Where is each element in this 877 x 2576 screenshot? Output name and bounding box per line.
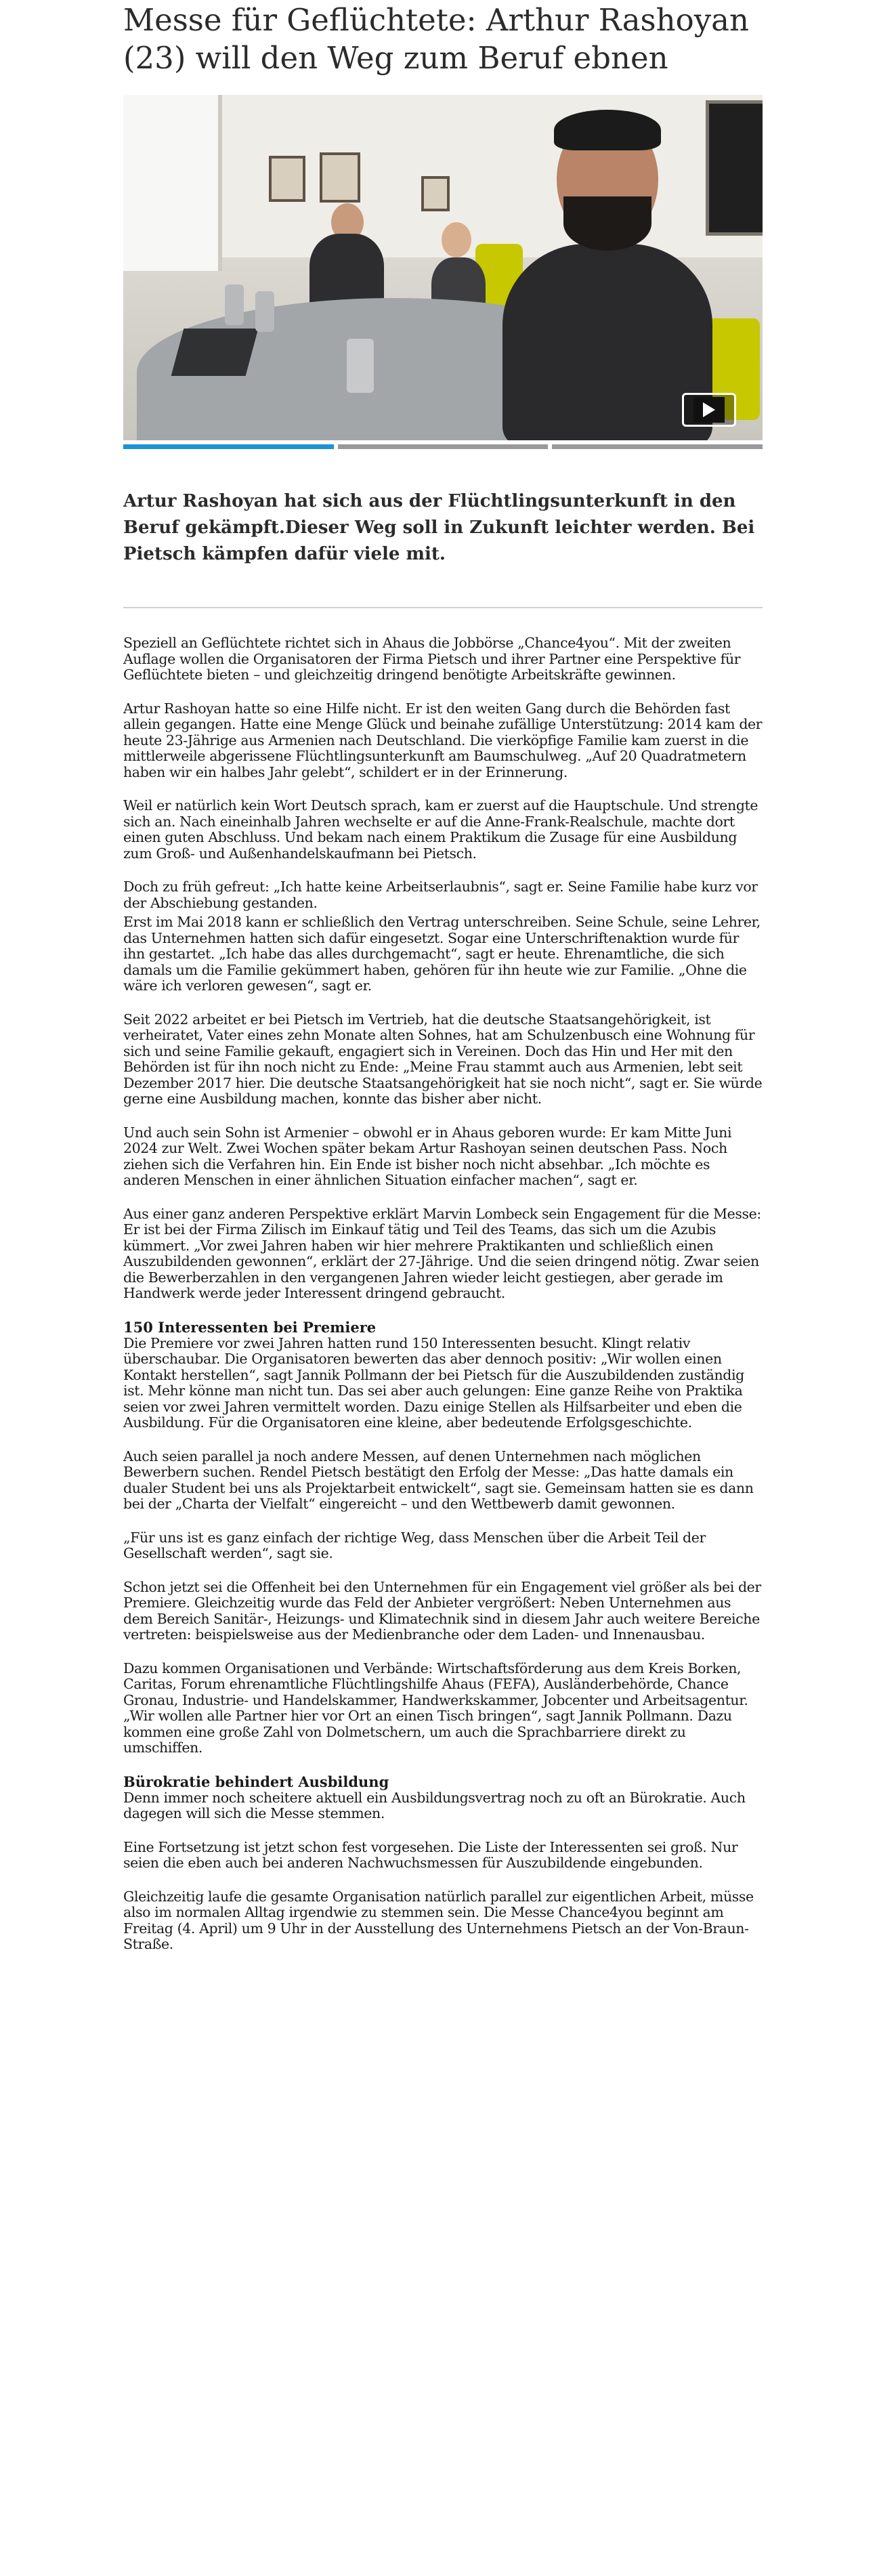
paragraph: Auch seien parallel ja noch andere Messen, auf denen Unternehmen nach möglichen Bewerbern suchen. Rendel Pietsch bestätigt den Erfolg der Messe: „Das hatte damals ein dualer Student bei uns als Projektarbeit entwickelt“, sagt sie. Gemeinsam hatten sie es dann bei der „Charta der Vielfalt“ eingereicht – und den Wettbewerb damit gewonnen.: [123, 1448, 754, 1512]
subheading: 150 Interessenten bei Premiere: [123, 1318, 377, 1336]
paragraph: Dazu kommen Organisationen und Verbände: Wirtschaftsförderung aus dem Kreis Borken, Caritas, Forum ehrenamtliche Flüchtlingshilfe Ahaus (FEFA), Ausländerbehörde, Chance Gronau, Industrie- und Handelskammer, Handwerkskammer, Jobcenter und Arbeitsagentur. „Wir wollen alle Partner hier vor Ort an einen Tisch bringen“, sagt Jannik Pollmann. Dazu kommen eine große Zahl von Dolmetschern, um auch die Sprachbarriere direkt zu umschiffen.: [123, 1660, 748, 1756]
photo-main-person: [502, 244, 712, 440]
photo-thermos: [225, 284, 244, 325]
gallery-indicator-slide-3[interactable]: [552, 444, 763, 449]
photo-thermos: [255, 291, 274, 332]
photo-picture-frame: [269, 156, 305, 202]
paragraph: Denn immer noch scheitere aktuell ein Ausbildungsvertrag noch zu oft an Bürokratie. Auch dagegen will sich die Messe stemmen.: [123, 1789, 746, 1821]
photo-dark-artwork: [706, 100, 763, 236]
paragraph: Schon jetzt sei die Offenheit bei den Unternehmen für ein Engagement viel größer als bei der Premiere. Gleichzeitig wurde das Feld der Anbieter vergrößert: Neben Unternehmen aus dem Bereich Sanitär-, Heizungs- und Klimatechnik sind in diesem Jahr auch weitere Bereiche vertreten: beispielsweise aus der Medienbranche oder dem Laden- und Innenausbau.: [123, 1578, 761, 1643]
paragraph: Weil er natürlich kein Wort Deutsch sprach, kam er zuerst auf die Hauptschule. Und strengte sich an. Nach eineinhalb Jahren wechselte er auf die Anne-Frank-Realschule, machte dort einen guten Abschluss. Und bekam nach einem Praktikum die Zusage für eine Ausbildung zum Groß- und Außenhandelskaufmann bei Pietsch.: [123, 797, 758, 862]
paragraph: Artur Rashoyan hatte so eine Hilfe nicht. Er ist den weiten Gang durch die Behörden fast allein gegangen. Hatte eine Menge Glück und beinahe zufällige Unterstützung: 2014 kam der heute 23-Jährige aus Armenien nach Deutschland. Die vierköpfige Familie kam zuerst in die mittlerweile abgerissene Flüchtlingsunterkunft am Baumschulweg. „Auf 20 Quadratmetern haben wir ein halbes Jahr gelebt“, schildert er in der Erinnerung.: [123, 700, 763, 780]
article: [123, 0, 763, 1970]
photo-picture-frame: [320, 152, 360, 203]
photo-picture-frame: [421, 176, 450, 211]
gallery-indicator: [123, 444, 763, 449]
article-body: [123, 635, 763, 1953]
photo-person-head: [442, 222, 471, 257]
paragraph: Eine Fortsetzung ist jetzt schon fest vorgesehen. Die Liste der Interessenten sei groß. Nur seien die eben auch bei anderen Nachwuchsmessen für Auszubildende eingebunden.: [123, 1838, 738, 1871]
paragraph: Aus einer ganz anderen Perspektive erklärt Marvin Lombeck sein Engagement für die Messe: Er ist bei der Firma Zilisch im Einkauf tätig und Teil des Teams, das sich um die Azubis kümmert. „Vor zwei Jahren haben wir hier mehrere Praktikanten und schließlich einen Auszubildenden gewonnen“, erklärt der 27-Jährige. Und die seien dringend nötig. Zwar seien die Bewerberzahlen in den vergangenen Jahren wieder leicht gestiegen, aber gerade im Handwerk werde jeder Interessent dringend gebraucht.: [123, 1205, 761, 1301]
article-title: Messe für Geflüchtete: Arthur Rashoyan (23) will den Weg zum Beruf ebnen: [123, 2, 749, 76]
gallery-indicator-slide-1[interactable]: [123, 444, 334, 449]
video-play-button[interactable]: [682, 393, 736, 427]
photo-window: [123, 95, 222, 271]
photo-thermos: [347, 339, 374, 393]
paragraph: Gleichzeitig laufe die gesamte Organisation natürlich parallel zur eigentlichen Arbeit, müsse also im normalen Alltag irgendwie zu stemmen sein. Die Messe Chance4you beginnt am Freitag (4. April) um 9 Uhr in der Ausstellung des Unternehmens Pietsch an der Von-Braun-Straße.: [123, 1888, 754, 1952]
subheading: Bürokratie behindert Ausbildung: [123, 1773, 389, 1790]
paragraph: Doch zu früh gefreut: „Ich hatte keine Arbeitserlaubnis“, sagt er. Seine Familie habe kurz vor der Abschiebung gestanden.: [123, 879, 758, 911]
divider: [123, 607, 763, 608]
paragraph: Seit 2022 arbeitet er bei Pietsch im Vertrieb, hat die deutsche Staatsangehörigkeit, ist verheiratet, Vater eines zehn Monate alten Sohnes, hat am Schulzenbusch eine Wohnung für sich und seine Familie gekauft, engagiert sich in Vereinen. Doch das Hin und Her mit den Behörden ist für ihn noch nicht zu Ende: „Meine Frau stammt auch aus Armenien, lebt seit Dezember 2017 hier. Die deutsche Staatsangehörigkeit hat sie noch nicht“, sagt er. Sie würde gerne eine Ausbildung machen, konnte das bisher aber nicht.: [123, 1011, 763, 1107]
article-photo[interactable]: [123, 95, 763, 440]
paragraph: „Für uns ist es ganz einfach der richtige Weg, dass Menschen über die Arbeit Teil der Gesellschaft werden“, sagt sie.: [123, 1529, 706, 1561]
paragraph: Und auch sein Sohn ist Armenier – obwohl er in Ahaus geboren wurde: Er kam Mitte Juni 2024 zur Welt. Zwei Wochen später bekam Artur Rashoyan seinen deutschen Pass. Noch ziehen sich die Verfahren hin. Ein Ende ist bisher noch nicht absehbar. „Ich möchte es anderen Menschen in einer ähnlichen Situation einfacher machen“, sagt er.: [123, 1124, 732, 1188]
photo-main-person-beard: [563, 196, 651, 251]
gallery-indicator-slide-2[interactable]: [338, 444, 549, 449]
paragraph: Speziell an Geflüchtete richtet sich in Ahaus die Jobbörse „Chance4you“. Mit der zweiten Auflage wollen die Organisatoren der Firma Pietsch und ihrer Partner eine Perspektive für Geflüchtete bieten – und gleichzeitig dringend benötigte Arbeitskräfte gewinnen.: [123, 635, 741, 683]
video-play-icon: [693, 397, 725, 423]
photo-laptop: [171, 329, 259, 376]
paragraph: Die Premiere vor zwei Jahren hatten rund 150 Interessenten besucht. Klingt relativ überschaubar. Die Organisatoren bewerten das aber dennoch positiv: „Wir wollen einen Kontakt herstellen“, sagt Jannik Pollmann der bei Pietsch für die Auszubildenden zuständig ist. Mehr könne man nicht tun. Das sei aber auch gelungen: Eine ganze Reihe von Praktika seien vor zwei Jahren vermittelt worden. Dazu einige Stellen als Hilfsarbeiter und eben die Ausbildung. Für die Organisatoren eine kleine, aber bedeutende Erfolgsgeschichte.: [123, 1334, 744, 1431]
article-lead: Artur Rashoyan hat sich aus der Flüchtlingsunterkunft in den Beruf gekämpft.Dieser Weg soll in Zukunft leichter werden. Bei Pietsch kämpfen dafür viele mit.: [123, 491, 755, 564]
paragraph: Erst im Mai 2018 kann er schließlich den Vertrag unterschreiben. Seine Schule, seine Lehrer, das Unternehmen hatten sich dafür eingesetzt. Sogar eine Unterschriftenaktion wurde für ihn gestartet. „Ich habe das alles durchgemacht“, sagt er heute. Ehrenamtliche, die sich damals um die Familie gekümmert haben, gehören für ihn heute wie zur Familie. „Ohne die wäre ich verloren gewesen“, sagt er.: [123, 914, 761, 994]
photo-main-person-hair: [554, 110, 661, 150]
